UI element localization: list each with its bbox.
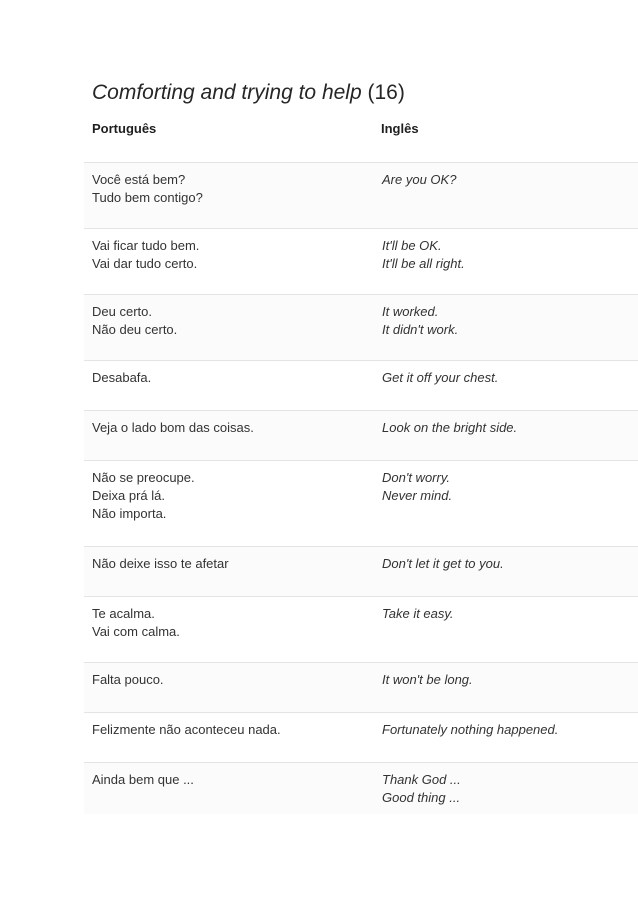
table-row (84, 596, 638, 662)
english-phrase: Don't let it get to you. (382, 556, 504, 571)
phrase-table (84, 162, 638, 814)
english-phrase: It won't be long. (382, 672, 473, 687)
english-phrase: It worked. It didn't work. (382, 304, 459, 337)
table-row (84, 712, 638, 762)
table-row (84, 546, 638, 596)
header-english: Inglês (381, 121, 419, 136)
english-phrase: Don't worry. Never mind. (382, 470, 453, 503)
portuguese-phrase: Ainda bem que ... (92, 772, 194, 787)
title-text: Comforting and trying to help (92, 81, 362, 104)
portuguese-phrase: Felizmente não aconteceu nada. (92, 722, 281, 737)
table-row (84, 162, 638, 228)
portuguese-phrase: Te acalma. Vai com calma. (92, 606, 180, 639)
table-row (84, 294, 638, 360)
table-row (84, 762, 638, 814)
table-row (84, 410, 638, 460)
header-portuguese: Português (92, 121, 157, 136)
english-phrase: Are you OK? (382, 172, 457, 187)
table-row (84, 662, 638, 712)
portuguese-phrase: Desabafa. (92, 370, 152, 385)
table-row (84, 228, 638, 294)
page-title (92, 80, 405, 106)
portuguese-phrase: Falta pouco. (92, 672, 164, 687)
english-phrase: Look on the bright side. (382, 420, 518, 435)
english-phrase: Fortunately nothing happened. (382, 722, 559, 737)
portuguese-phrase: Deu certo. Não deu certo. (92, 304, 178, 337)
title-count: (16) (367, 81, 405, 104)
portuguese-phrase: Não se preocupe. Deixa prá lá. Não importa. (92, 470, 195, 521)
table-header (92, 121, 638, 141)
english-phrase: Get it off your chest. (382, 370, 499, 385)
table-row (84, 460, 638, 546)
portuguese-phrase: Você está bem? Tudo bem contigo? (92, 172, 203, 205)
portuguese-phrase: Vai ficar tudo bem. Vai dar tudo certo. (92, 238, 200, 271)
english-phrase: Take it easy. (382, 606, 454, 621)
portuguese-phrase: Não deixe isso te afetar (92, 556, 229, 571)
english-phrase: Thank God ... Good thing ... (382, 772, 461, 805)
table-row (84, 360, 638, 410)
portuguese-phrase: Veja o lado bom das coisas. (92, 420, 254, 435)
english-phrase: It'll be OK. It'll be all right. (382, 238, 465, 271)
